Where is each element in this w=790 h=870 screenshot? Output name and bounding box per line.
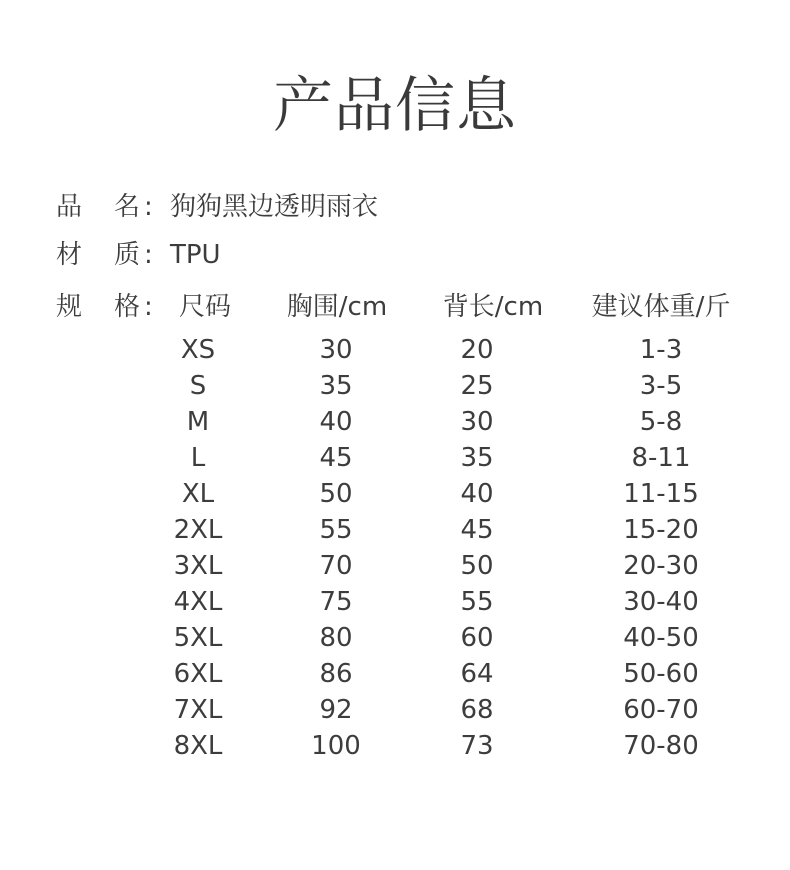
table-cell-chest: 70 — [319, 551, 353, 581]
table-cell-size: M — [186, 407, 210, 437]
name-label-char-1: 品 — [56, 192, 83, 222]
table-cell-back-length: 30 — [460, 407, 494, 437]
table-cell-weight: 1-3 — [639, 335, 683, 365]
table-cell-chest: 35 — [319, 371, 353, 401]
table-cell-size: 6XL — [173, 659, 223, 689]
table-cell-weight: 8-11 — [631, 443, 691, 473]
table-cell-back-length: 68 — [460, 695, 494, 725]
table-cell-size: XL — [181, 479, 215, 509]
table-cell-back-length: 45 — [460, 515, 494, 545]
table-cell-weight: 3-5 — [639, 371, 683, 401]
page-title: 产品信息 — [273, 71, 517, 141]
table-cell-weight: 5-8 — [639, 407, 683, 437]
table-header-chest: 胸围/cm — [286, 292, 388, 322]
material-label-char-1: 材 — [56, 240, 83, 270]
table-cell-back-length: 64 — [460, 659, 494, 689]
table-cell-weight: 11-15 — [623, 479, 699, 509]
spec-colon: : — [144, 292, 153, 322]
table-cell-chest: 40 — [319, 407, 353, 437]
table-cell-back-length: 50 — [460, 551, 494, 581]
table-cell-weight: 20-30 — [623, 551, 699, 581]
table-cell-back-length: 35 — [460, 443, 494, 473]
table-cell-chest: 45 — [319, 443, 353, 473]
name-label-char-2: 名 — [114, 192, 141, 222]
table-cell-size: 2XL — [173, 515, 223, 545]
table-cell-size: XS — [180, 335, 216, 365]
table-cell-size: 8XL — [173, 731, 223, 761]
table-cell-chest: 86 — [319, 659, 353, 689]
table-cell-back-length: 25 — [460, 371, 494, 401]
table-cell-weight: 40-50 — [623, 623, 699, 653]
table-cell-chest: 50 — [319, 479, 353, 509]
product-name-value: 狗狗黑边透明雨衣 — [170, 192, 379, 222]
table-cell-size: 4XL — [173, 587, 223, 617]
table-cell-chest: 75 — [319, 587, 353, 617]
table-header-weight: 建议体重/斤 — [591, 292, 731, 322]
table-cell-size: S — [189, 371, 207, 401]
material-value: TPU — [170, 240, 221, 270]
table-cell-chest: 80 — [319, 623, 353, 653]
material-colon: : — [144, 240, 153, 270]
spec-label-char-2: 格 — [114, 292, 141, 322]
table-cell-weight: 30-40 — [623, 587, 699, 617]
table-cell-back-length: 55 — [460, 587, 494, 617]
table-cell-size: 7XL — [173, 695, 223, 725]
table-cell-weight: 15-20 — [623, 515, 699, 545]
table-cell-size: 5XL — [173, 623, 223, 653]
table-cell-chest: 55 — [319, 515, 353, 545]
table-cell-weight: 70-80 — [623, 731, 699, 761]
table-cell-size: L — [190, 443, 206, 473]
table-cell-back-length: 40 — [460, 479, 494, 509]
table-cell-weight: 50-60 — [623, 659, 699, 689]
table-header-back-length: 背长/cm — [442, 292, 544, 322]
material-label-char-2: 质 — [114, 240, 141, 270]
table-cell-back-length: 73 — [460, 731, 494, 761]
table-cell-chest: 92 — [319, 695, 353, 725]
table-cell-chest: 100 — [311, 731, 361, 761]
table-cell-back-length: 20 — [460, 335, 494, 365]
name-colon: : — [144, 192, 153, 222]
table-cell-chest: 30 — [319, 335, 353, 365]
table-header-size: 尺码 — [178, 292, 231, 322]
table-cell-weight: 60-70 — [623, 695, 699, 725]
spec-label-char-1: 规 — [56, 292, 83, 322]
table-cell-size: 3XL — [173, 551, 223, 581]
table-cell-back-length: 60 — [460, 623, 494, 653]
